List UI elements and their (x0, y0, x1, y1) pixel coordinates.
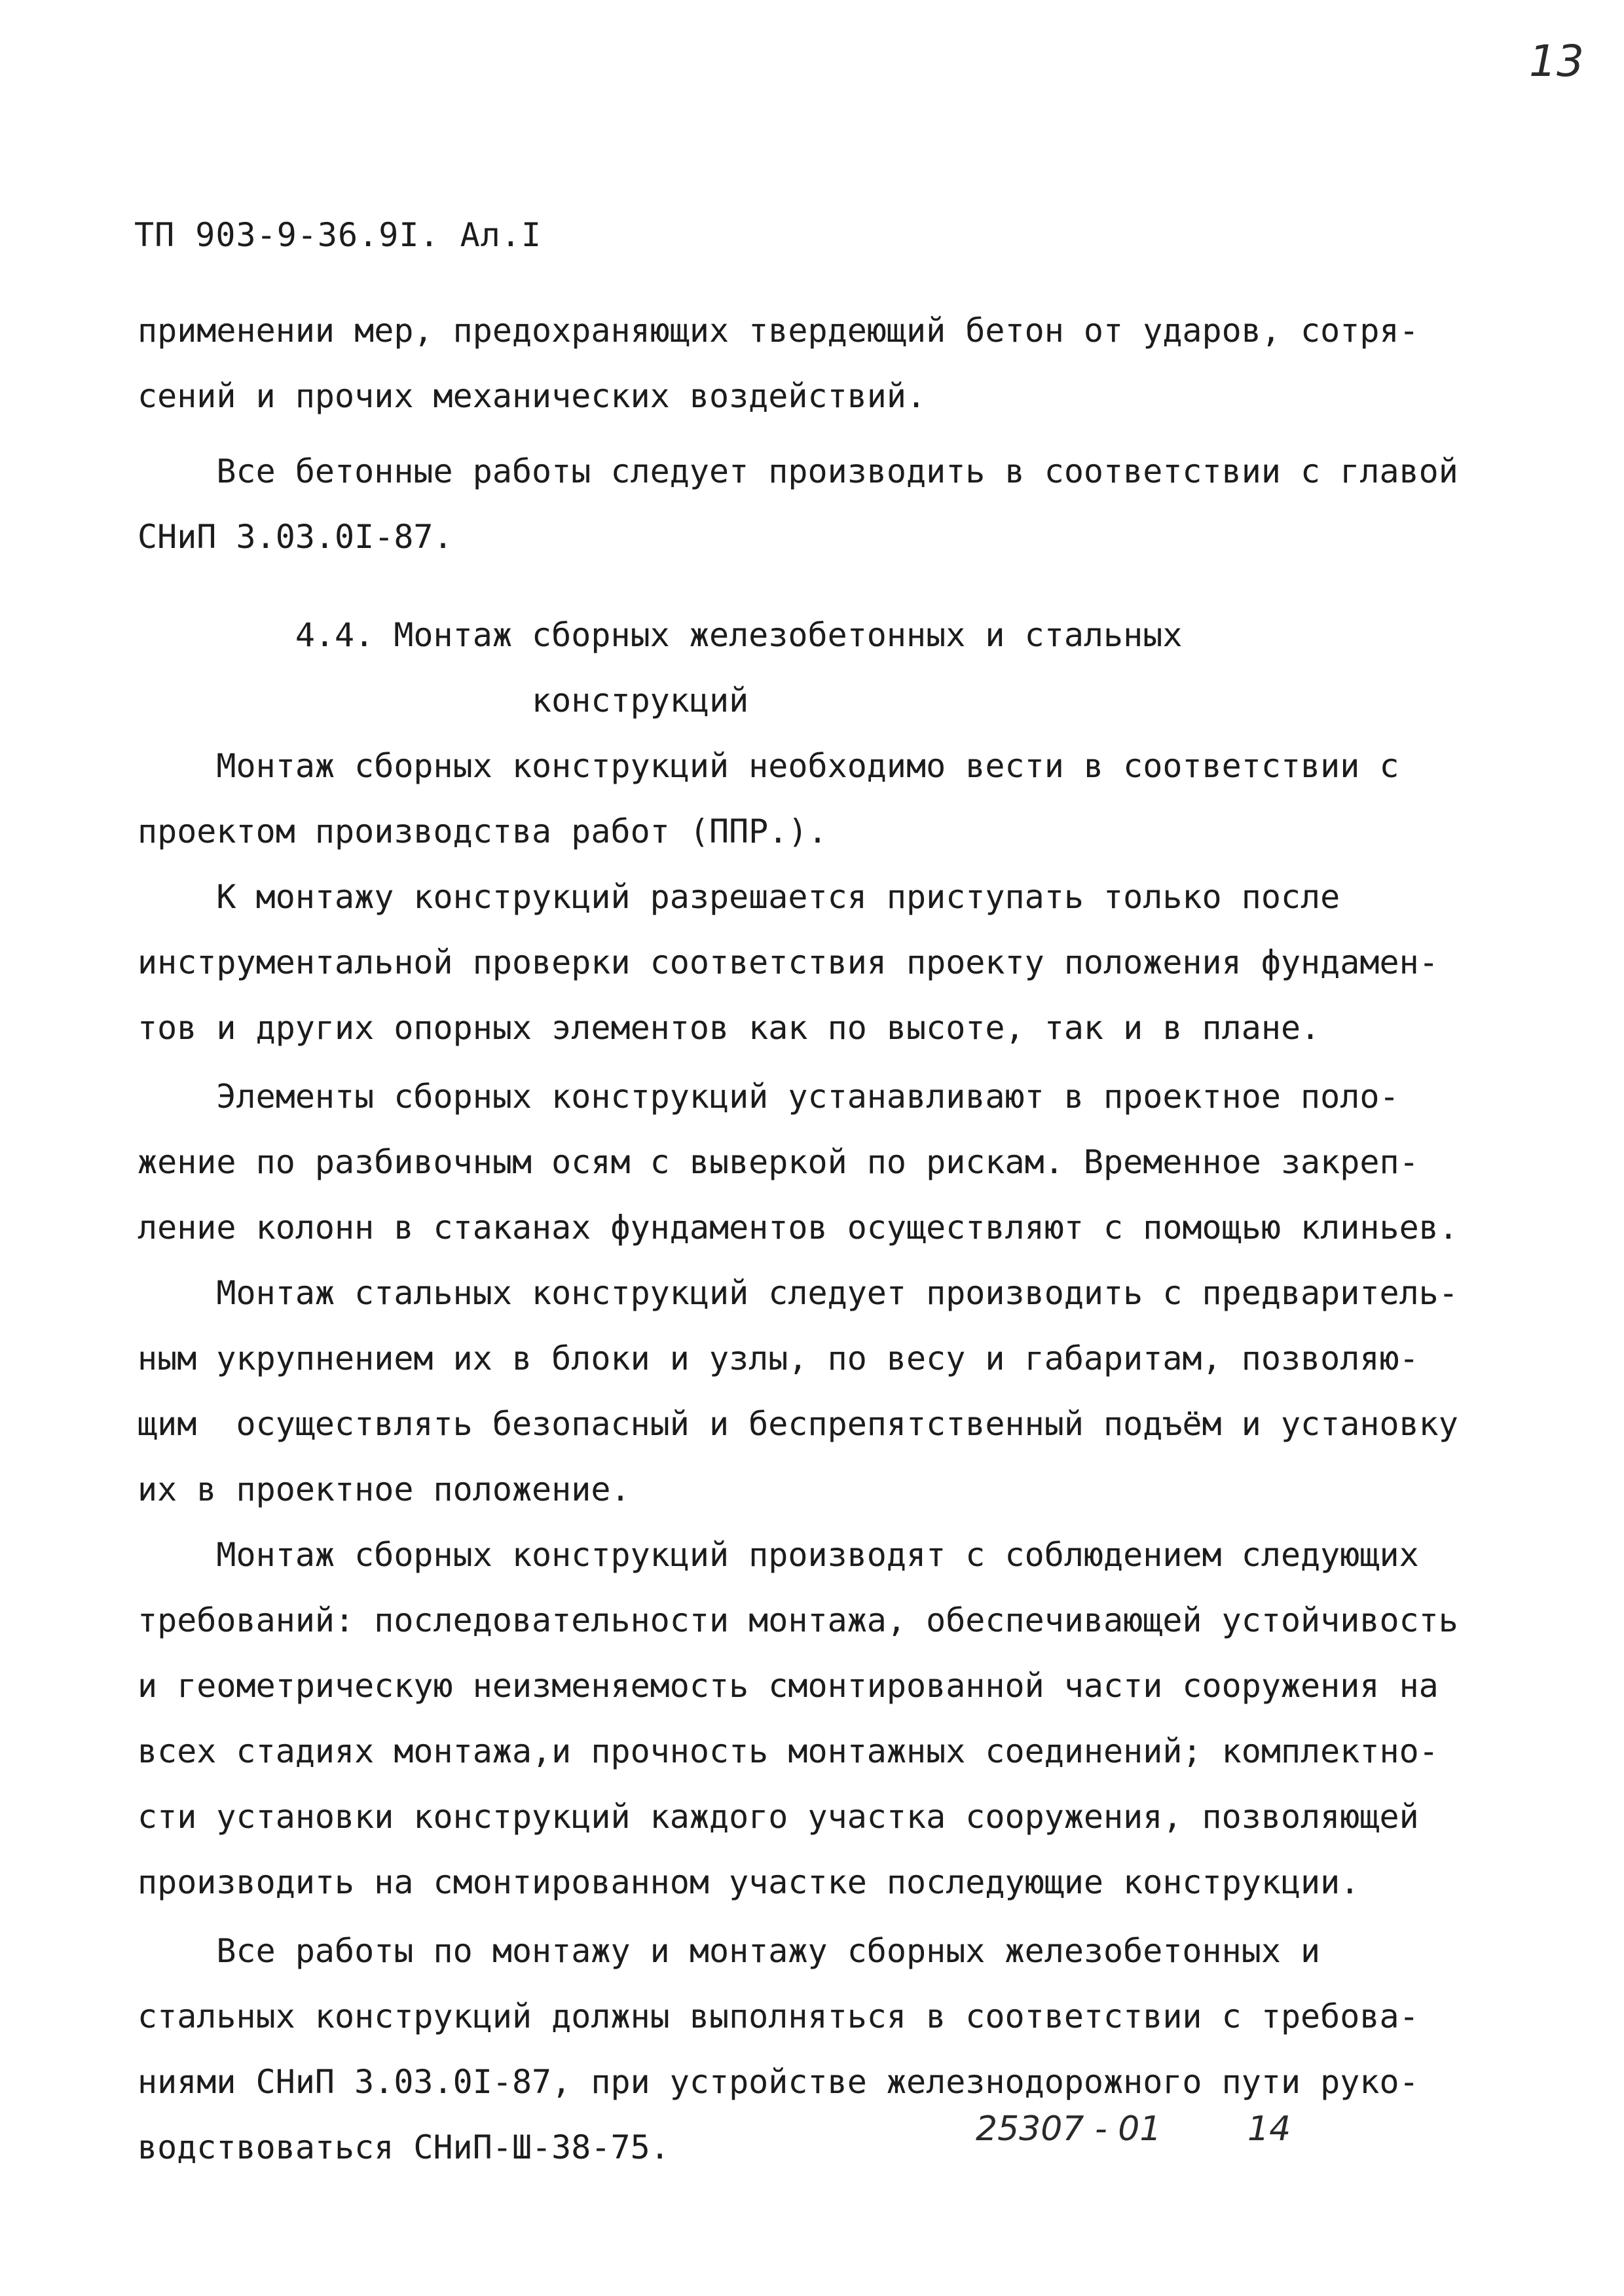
footer-code: 25307 - 01 (976, 2109, 1162, 2149)
text-line: сти установки конструкций каждого участка сооружения, позволяющей (138, 1798, 1419, 1836)
page-number: 13 (1529, 36, 1584, 86)
text-line: ниями СНиП 3.03.0I-87, при устройстве железнодорожного пути руко- (138, 2063, 1419, 2101)
text-line: Монтаж стальных конструкций следует производить с предваритель- (138, 1274, 1458, 1312)
text-line: щим осуществлять безопасный и беспрепятственный подъём и установку (138, 1405, 1458, 1443)
text-line: производить на смонтированном участке последующие конструкции. (138, 1863, 1360, 1901)
text-line: стальных конструкций должны выполняться в соответствии с требова- (138, 1997, 1419, 2035)
text-line: Все работы по монтажу и монтажу сборных железобетонных и (138, 1932, 1321, 1970)
text-line: и геометрическую неизменяемость смонтированной части сооружения на (138, 1667, 1439, 1705)
text-line: Элементы сборных конструкций устанавливают в проектное поло- (138, 1078, 1399, 1116)
text-line: водствоваться СНиП-Ш-38-75. (138, 2128, 670, 2166)
text-line: сений и прочих механических воздействий. (138, 377, 927, 415)
text-line: проектом производства работ (ППР.). (138, 812, 828, 850)
text-line: требований: последовательности монтажа, обеспечивающей устойчивость (138, 1601, 1458, 1639)
text-line: К монтажу конструкций разрешается приступать только после (138, 878, 1340, 916)
text-line: Монтаж сборных конструкций необходимо вести в соответствии с (138, 747, 1399, 785)
text-line: жение по разбивочным осям с выверкой по рискам. Временное закреп- (138, 1143, 1419, 1181)
text-line: применении мер, предохраняющих твердеющий бетон от ударов, сотря- (138, 312, 1419, 350)
text-line: всех стадиях монтажа,и прочность монтажных соединений; комплектно- (138, 1732, 1439, 1770)
text-line: их в проектное положение. (138, 1470, 631, 1508)
footer-sheet-number: 14 (1247, 2109, 1291, 2149)
text-line: Монтаж сборных конструкций производят с соблюдением следующих (138, 1536, 1419, 1574)
text-line: тов и других опорных элементов как по высоте, так и в плане. (138, 1009, 1321, 1047)
text-line: ление колонн в стаканах фундаментов осуществляют с помощью клиньев. (138, 1209, 1458, 1247)
document-code: ТП 903-9-36.9I. Ал.I (134, 216, 542, 254)
text-line: ным укрупнением их в блоки и узлы, по весу и габаритам, позволяю- (138, 1339, 1419, 1377)
text-line: инструментальной проверки соответствия проекту положения фундамен- (138, 943, 1439, 981)
section-heading: 4.4. Монтаж сборных железобетонных и стальных (138, 616, 1183, 654)
section-heading: конструкций (138, 682, 749, 720)
text-line: Все бетонные работы следует производить в соответствии с главой (138, 452, 1458, 490)
text-line: СНиП 3.03.0I-87. (138, 518, 453, 556)
